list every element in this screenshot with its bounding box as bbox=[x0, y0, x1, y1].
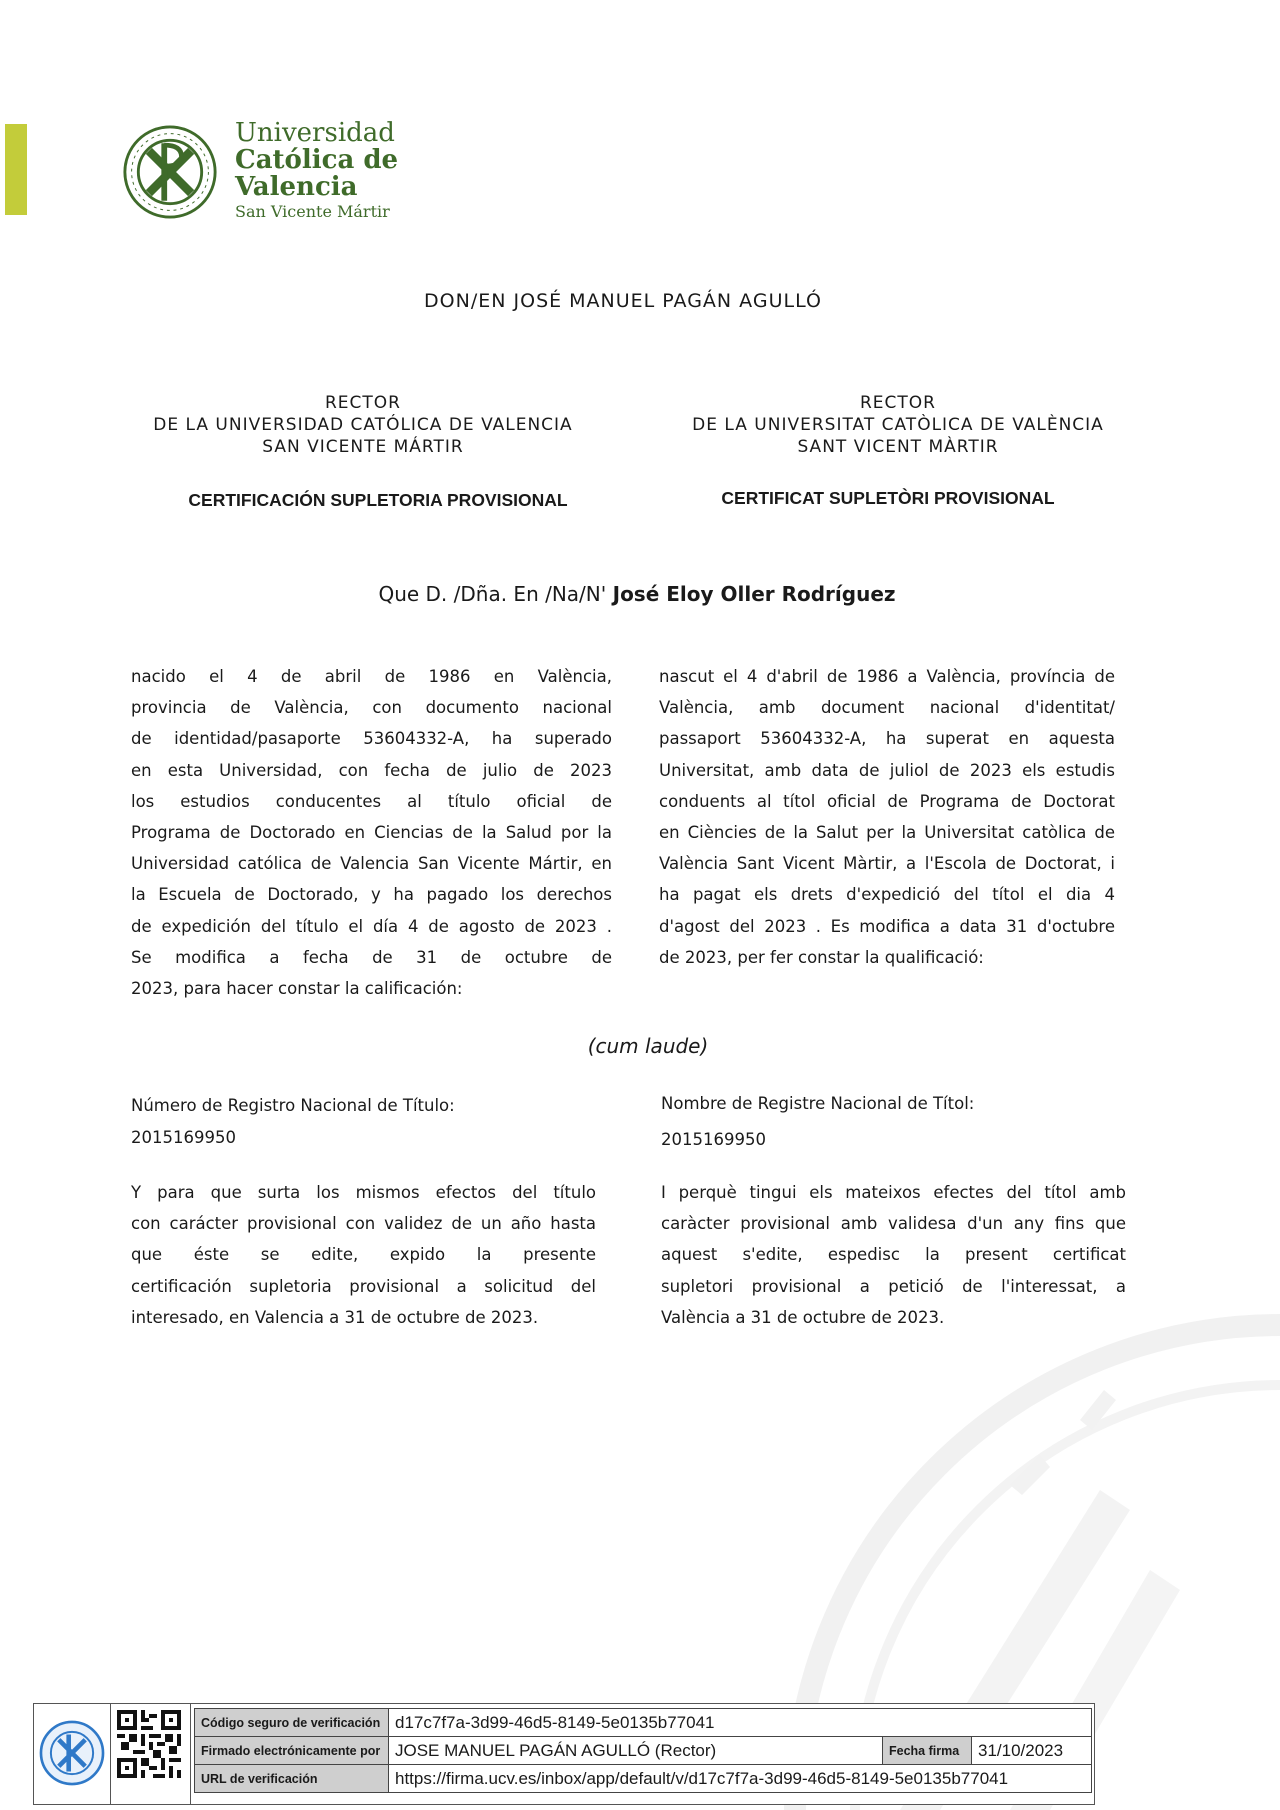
paragraph-line: nascut el 4 d'abril de 1986 a València, província de bbox=[659, 667, 1115, 686]
footer-qr-cell bbox=[111, 1704, 191, 1804]
paragraph-line: aquest s'edite, espedisc la present certificat bbox=[661, 1245, 1126, 1265]
university-seal-blue-icon bbox=[39, 1720, 105, 1786]
registry-label-ca: Nombre de Registre Nacional de Títol: bbox=[661, 1094, 975, 1113]
paragraph-line: interesado, en Valencia a 31 de octubre de 2023. bbox=[131, 1307, 539, 1327]
rector-line: SANT VICENT MÀRTIR bbox=[797, 437, 999, 457]
csv-value: d17c7f7a-3d99-46d5-8149-5e0135b77041 bbox=[388, 1708, 1092, 1737]
rector-block-es bbox=[113, 392, 613, 458]
cert-title-ca: CERTIFICAT SUPLETÒRI PROVISIONAL bbox=[721, 488, 1055, 508]
csv-label: Código seguro de verificación bbox=[194, 1708, 389, 1737]
paragraph-line: en esta Universidad, con fecha de julio de 2023 bbox=[131, 760, 612, 780]
verification-url-link[interactable]: https://firma.ucv.es/inbox/app/default/v/d17c7f7a-3d99-46d5-8149-5e0135b77041 bbox=[388, 1764, 1092, 1793]
paragraph-line: en Ciències de la Salut per la Universitat catòlica de bbox=[659, 822, 1115, 842]
verification-url-label: URL de verificación bbox=[194, 1764, 389, 1793]
paragraph-line: de identidad/pasaporte 53604332-A, ha superado bbox=[131, 729, 612, 749]
closing-paragraph-es bbox=[131, 1177, 596, 1333]
paragraph-line: Se modifica a fecha de 31 de octubre de bbox=[131, 947, 612, 967]
rector-line: DE LA UNIVERSITAT CATÒLICA DE VALÈNCIA bbox=[692, 415, 1104, 435]
paragraph-line: València, amb document nacional d'identitat/ bbox=[659, 698, 1115, 718]
paragraph-line: conduents al títol oficial de Programa de Doctorat bbox=[659, 791, 1115, 811]
body-paragraph-es bbox=[131, 661, 612, 1004]
paragraph-line: con carácter provisional con validez de un año hasta bbox=[131, 1214, 596, 1234]
paragraph-line: ha pagat els drets d'expedició del títol el dia 4 bbox=[659, 885, 1115, 905]
qr-code-icon[interactable] bbox=[117, 1710, 181, 1778]
signatory-title: DON/EN JOSÉ MANUEL PAGÁN AGULLÓ bbox=[424, 290, 822, 312]
logo-text-line4: San Vicente Mártir bbox=[235, 202, 390, 221]
brand-accent-bar bbox=[5, 124, 27, 215]
logo-text-line1: Universidad bbox=[235, 118, 395, 148]
registry-value-ca: 2015169950 bbox=[661, 1130, 766, 1149]
logo-text-line2: Católica de bbox=[235, 145, 399, 175]
paragraph-line: Universidad católica de Valencia San Vicente Mártir, en bbox=[131, 854, 612, 874]
paragraph-line: Programa de Doctorado en Ciencias de la Salud por la bbox=[131, 822, 612, 842]
rector-block-ca bbox=[648, 392, 1148, 458]
paragraph-line: que éste se edite, expido la presente bbox=[131, 1245, 596, 1265]
recipient-name: José Eloy Oller Rodríguez bbox=[612, 582, 896, 606]
sign-date-label: Fecha firma bbox=[882, 1736, 972, 1765]
paragraph-line: València Sant Vicent Màrtir, a l'Escola de Doctorat, i bbox=[659, 854, 1115, 874]
grade: (cum laude) bbox=[587, 1034, 709, 1058]
paragraph-line: Universitat, amb data de juliol de 2023 els estudis bbox=[659, 760, 1115, 780]
paragraph-line: València a 31 de octubre de 2023. bbox=[661, 1307, 945, 1327]
rector-line: SAN VICENTE MÁRTIR bbox=[262, 437, 464, 457]
registry-label-es: Número de Registro Nacional de Título: bbox=[131, 1096, 455, 1115]
rector-line: RECTOR bbox=[859, 393, 936, 413]
registry-value-es: 2015169950 bbox=[131, 1128, 236, 1147]
paragraph-line: provincia de València, con documento nacional bbox=[131, 698, 612, 718]
rector-line: DE LA UNIVERSIDAD CATÓLICA DE VALENCIA bbox=[153, 415, 573, 435]
paragraph-line: los estudios conducentes al título oficial de bbox=[131, 791, 612, 811]
paragraph-line: caràcter provisional amb validesa d'un any fins que bbox=[661, 1214, 1126, 1234]
paragraph-line: passaport 53604332-A, ha superat en aquesta bbox=[659, 729, 1115, 749]
closing-paragraph-ca bbox=[661, 1177, 1126, 1333]
cert-title-es: CERTIFICACIÓN SUPLETORIA PROVISIONAL bbox=[188, 490, 568, 510]
paragraph-line: supletori provisional a petició de l'interessat, a bbox=[661, 1276, 1126, 1296]
recipient-prefix: Que D. /Dña. En /Na/N' bbox=[378, 582, 607, 606]
paragraph-line: la Escuela de Doctorado, y ha pagado los derechos bbox=[131, 885, 612, 905]
paragraph-line: nacido el 4 de abril de 1986 en València, bbox=[131, 667, 612, 686]
paragraph-line: I perquè tingui els mateixos efectes del títol amb bbox=[661, 1183, 1126, 1202]
body-paragraph-ca bbox=[659, 661, 1115, 973]
rector-line: RECTOR bbox=[324, 393, 401, 413]
signed-by-value: JOSE MANUEL PAGÁN AGULLÓ (Rector) bbox=[388, 1736, 883, 1765]
signed-by-label: Firmado electrónicamente por bbox=[194, 1736, 389, 1765]
paragraph-line: certificación supletoria provisional a solicitud del bbox=[131, 1276, 596, 1296]
logo-text-line3: Valencia bbox=[235, 172, 358, 202]
paragraph-line: 2023, para hacer constar la calificación: bbox=[131, 978, 463, 998]
paragraph-line: d'agost del 2023 . Es modifica a data 31 d'octubre bbox=[659, 916, 1115, 936]
paragraph-line: Y para que surta los mismos efectos del título bbox=[131, 1183, 596, 1202]
paragraph-line: de 2023, per fer constar la qualificació: bbox=[659, 947, 984, 967]
university-seal-logo-icon bbox=[122, 124, 218, 220]
footer-seal-cell bbox=[34, 1704, 111, 1804]
paragraph-line: de expedición del título el día 4 de agosto de 2023 . bbox=[131, 916, 612, 936]
sign-date-value: 31/10/2023 bbox=[971, 1736, 1092, 1765]
signature-verification-footer bbox=[33, 1703, 1095, 1805]
recipient-line bbox=[0, 582, 1274, 606]
